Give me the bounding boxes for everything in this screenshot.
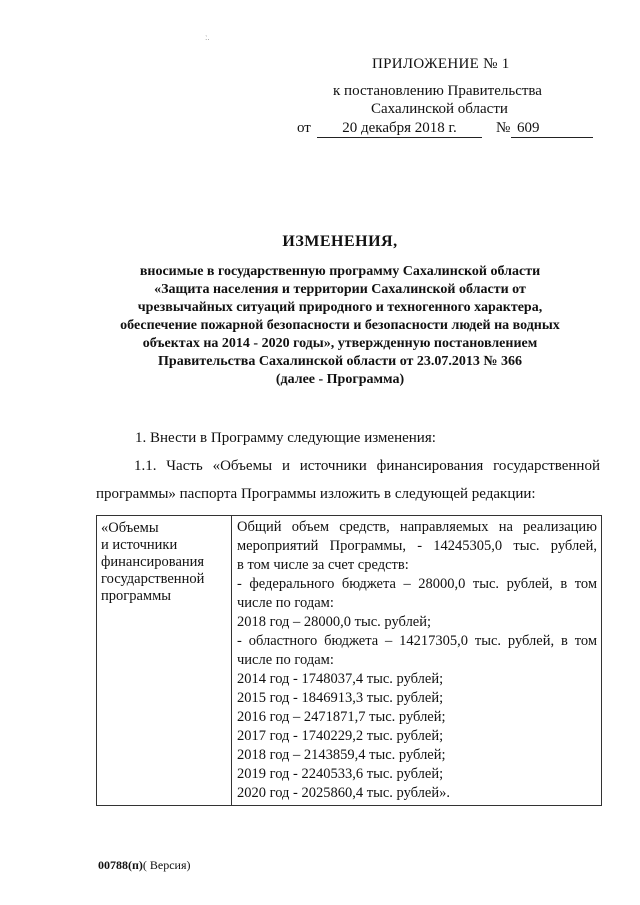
resolution-number-box xyxy=(511,120,593,138)
table-row xyxy=(97,516,602,806)
number-label: № xyxy=(496,120,511,136)
label-line: государственной xyxy=(101,571,205,587)
value-line: 2019 год - 2240533,6 тыс. рублей; xyxy=(237,766,444,782)
value-line: числе по годам: xyxy=(237,652,334,668)
document-code: 00788(п) xyxy=(98,858,143,872)
value-line: - федерального бюджета – 28000,0 тыс. рублей, в том xyxy=(237,576,597,592)
value-line: мероприятий Программы, - 14245305,0 тыс. рублей, xyxy=(237,538,597,554)
value-line: в том числе за счет средств: xyxy=(237,557,409,573)
document-heading xyxy=(100,233,580,389)
label-line: «Объемы xyxy=(101,520,159,536)
heading-line: (далее - Программа) xyxy=(275,372,405,387)
paragraph-1-1-line-2: программы» паспорта Программы изложить в следующей редакции: xyxy=(96,486,536,502)
value-line: числе по годам: xyxy=(237,595,334,611)
heading-line: обеспечение пожарной безопасности и безопасности людей на водных xyxy=(120,318,560,333)
value-line: 2018 год – 28000,0 тыс. рублей; xyxy=(237,614,432,630)
resolution-date-line xyxy=(297,120,597,140)
appendix-line-2: Сахалинской области xyxy=(371,101,508,117)
financing-table xyxy=(96,515,602,806)
heading-title: ИЗМЕНЕНИЯ, xyxy=(282,233,398,250)
heading-line: объектах на 2014 - 2020 годы», утвержденную постановлением xyxy=(142,336,538,351)
label-line: программы xyxy=(101,588,171,604)
value-line: 2015 год - 1846913,3 тыс. рублей; xyxy=(237,690,444,706)
paragraph-1-1-line-1: 1.1. Часть «Объемы и источники финансирования государственной xyxy=(134,458,600,474)
financing-value-cell xyxy=(232,516,602,806)
value-line: Общий объем средств, направляемых на реализацию xyxy=(237,519,597,535)
date-prefix: от xyxy=(297,120,311,136)
resolution-number: 609 xyxy=(517,120,540,136)
heading-line: Правительства Сахалинской области от 23.07.2013 № 366 xyxy=(158,354,522,369)
paragraph-1: 1. Внести в Программу следующие изменения: xyxy=(135,430,436,446)
appendix-line-1: к постановлению Правительства xyxy=(333,83,542,99)
value-line: - областного бюджета – 14217305,0 тыс. рублей, в том xyxy=(237,633,597,649)
value-line: 2017 год - 1740229,2 тыс. рублей; xyxy=(237,728,444,744)
heading-line: «Защита населения и территории Сахалинской области от xyxy=(154,282,526,297)
label-line: финансирования xyxy=(101,554,205,570)
value-line: 2014 год - 1748037,4 тыс. рублей; xyxy=(237,671,444,687)
value-line: 2020 год - 2025860,4 тыс. рублей». xyxy=(237,785,450,801)
document-version: ( Версия) xyxy=(142,858,191,872)
value-line: 2018 год – 2143859,4 тыс. рублей; xyxy=(237,747,446,763)
heading-line: чрезвычайных ситуаций природного и техногенного характера, xyxy=(137,300,543,315)
heading-line: вносимые в государственную программу Сахалинской области xyxy=(139,264,541,279)
appendix-title: ПРИЛОЖЕНИЕ № 1 xyxy=(372,56,510,72)
resolution-date: 20 декабря 2018 г. xyxy=(317,120,482,138)
label-line: и источники xyxy=(101,537,178,553)
document-footer xyxy=(98,858,191,873)
paragraph-1-1 xyxy=(96,452,600,508)
financing-label-cell xyxy=(97,516,232,806)
scan-mark: ·̀· xyxy=(205,36,210,44)
value-line: 2016 год – 2471871,7 тыс. рублей; xyxy=(237,709,446,725)
